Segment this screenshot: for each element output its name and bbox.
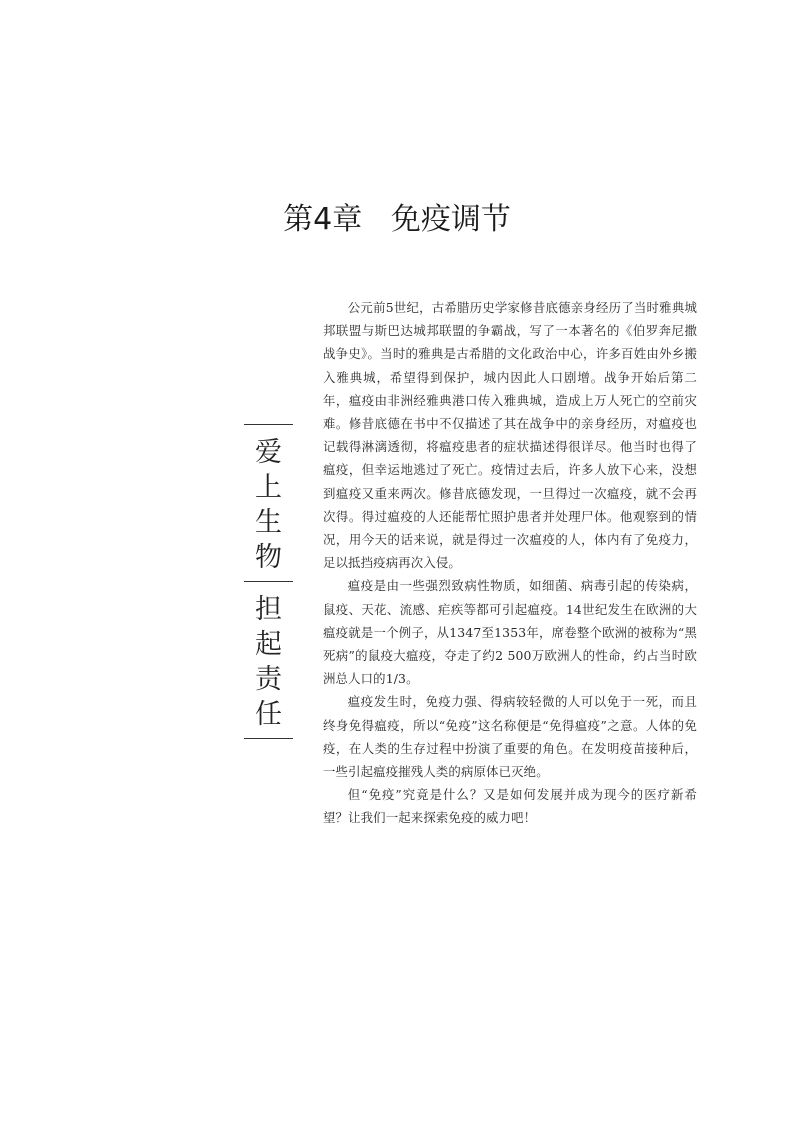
banner-char: 责 bbox=[255, 664, 282, 695]
banner-char: 起 bbox=[255, 629, 282, 660]
chapter-title: 第4章 免疫调节 bbox=[283, 202, 511, 237]
banner-group-love-biology bbox=[244, 425, 293, 581]
paragraph: 但“免疫”究竟是什么？又是如何发展并成为现今的医疗新希望？让我们一起来探索免疫的威力吧！ bbox=[323, 787, 697, 826]
body-text bbox=[323, 296, 697, 830]
banner-char: 爱 bbox=[255, 437, 282, 468]
banner-group-responsibility bbox=[244, 582, 293, 738]
banner-char: 生 bbox=[255, 507, 282, 538]
banner-char: 担 bbox=[255, 594, 282, 625]
paragraph: 公元前5世纪，古希腊历史学家修昔底德亲身经历了当时雅典城邦联盟与斯巴达城邦联盟的争霸战，写了一本著名的《伯罗奔尼撒战争史》。当时的雅典是古希腊的文化政治中心，许多百姓由外乡搬入雅典城，希望得到保护，城内因此人口剧增。战争开始后第二年，瘟疫由非洲经雅典港口传入雅典城，造成上万人死亡的空前灾难。修昔底德在书中不仅描述了其在战争中的亲身经历，对瘟疫也记载得淋漓透彻，将瘟疫患者的症状描述得很详尽。他当时也得了瘟疫，但幸运地逃过了死亡。疫情过去后，许多人放下心来，没想到瘟疫又重来两次。修昔底德发现，一旦得过一次瘟疫，就不会再次得。得过瘟疫的人还能帮忙照护患者并处理尸体。他观察到的情况，用今天的话来说，就是得过一次瘟疫的人，体内有了免疫力，足以抵挡疫病再次入侵。 bbox=[323, 300, 697, 571]
banner-char: 物 bbox=[255, 542, 282, 573]
paragraph: 瘟疫发生时，免疫力强、得病较轻微的人可以免于一死，而且终身免得瘟疫，所以“免疫”这名称便是“免得瘟疫”之意。人体的免疫，在人类的生存过程中扮演了重要的角色。在发明疫苗接种后，一些引起瘟疫摧残人类的病原体已灭绝。 bbox=[323, 694, 697, 780]
paragraph: 瘟疫是由一些强烈致病性物质，如细菌、病毒引起的传染病，鼠疫、天花、流感、疟疾等都可引起瘟疫。14世纪发生在欧洲的大瘟疫就是一个例子，从1347至1353年，席卷整个欧洲的被称为“黑死病”的鼠疫大瘟疫，夺走了约2 500万欧洲人的性命，约占当时欧洲总人口的1/3。 bbox=[323, 578, 697, 687]
side-banner bbox=[244, 424, 293, 739]
banner-char: 任 bbox=[255, 699, 282, 730]
banner-rule-bottom bbox=[244, 738, 293, 739]
banner-char: 上 bbox=[255, 472, 282, 503]
